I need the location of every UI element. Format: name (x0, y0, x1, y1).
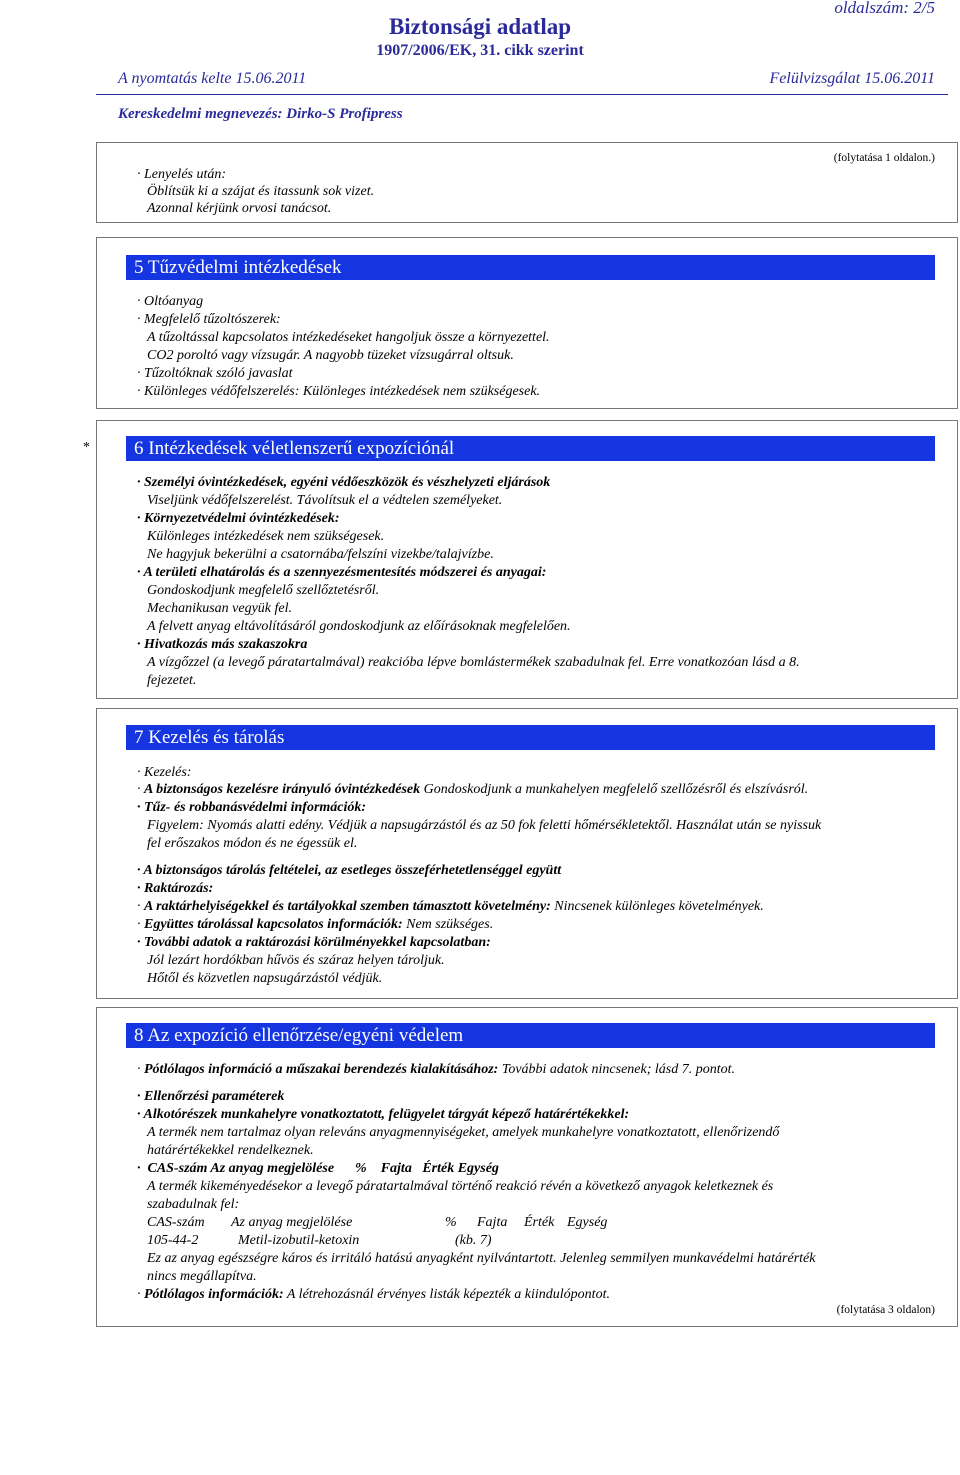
storage-conditions-label: · A biztonságos tárolás feltételei, az esetleges összeférhetetlenséggel együtt (137, 863, 562, 878)
suitable-media-line-2: CO2 poroltó vagy vízsugár. A nagyobb tüzeket vízsugárral oltsuk. (147, 348, 514, 363)
extinguishing-label: · Oltóanyag (137, 294, 204, 309)
firefighter-advice-label: · Tűzoltóknak szóló javaslat (137, 366, 293, 381)
ingestion-line-2: Azonnal kérjünk orvosi tanácsot. (147, 201, 332, 216)
limits-table-header: · CAS-szám Az anyag megjelölése % Fajta Érték Egység (137, 1161, 499, 1176)
section-8-title: 8 Az expozíció ellenőrzése/egyéni védelem (126, 1023, 935, 1048)
reference-line-2: fejezetet. (147, 673, 197, 688)
release-line-2: szabadulnak fel: (147, 1197, 240, 1212)
control-parameters-label: · Ellenőrzési paraméterek (137, 1089, 285, 1104)
reference-label: · Hivatkozás más szakaszokra (137, 637, 308, 652)
section-7-title: 7 Kezelés és tárolás (126, 725, 935, 750)
document-title: Biztonsági adatlap (388, 14, 572, 39)
continued-from-note: (folytatása 1 oldalon.) (833, 152, 935, 164)
print-date: A nyomtatás kelte 15.06.2011 (118, 70, 307, 87)
further-storage-line-1: Jól lezárt hordókban hűvös és száraz helyen tároljuk. (147, 953, 445, 968)
safe-handling: · A biztonságos kezelésre irányuló óvintézkedések Gondoskodjunk a munkahelyen megfelelő szellőzésről és elszívásról. (137, 782, 809, 797)
further-storage-label: · További adatok a raktározási körülményekkel kapcsolatban: (137, 935, 491, 950)
fire-explosion-line-1: Figyelem: Nyomás alatti edény. Védjük a napsugárzástól és az 50 fok feletti hőmérsékletektől. Használat után se nyissuk (147, 818, 822, 833)
limit-values-label: · Alkotórészek munkahelyre vonatkoztatott, felügyelet tárgyát képező határértékekkel: (137, 1107, 630, 1122)
environmental-line-1: Különleges intézkedések nem szükségesek. (147, 529, 385, 544)
table-header-type: Fajta (477, 1215, 508, 1230)
fire-explosion-line-2: fel erőszakos módon és ne égessük el. (147, 836, 358, 851)
release-line-1: A termék kikeményedésekor a levegő páratartalmával történő reakció révén a következő anyagok keletkeznek és (147, 1179, 774, 1194)
note-line-1: Ez az anyag egészségre káros és irritáló hatású anyagként nyilvántartott. Jelenleg semmilyen munkavédelmi határérték (147, 1251, 816, 1266)
storage-label: · Raktározás: (137, 881, 214, 896)
table-header-cas: CAS-szám (147, 1215, 205, 1230)
containment-line-1: Gondoskodjunk megfelelő szellőztetésről. (147, 583, 380, 598)
header-divider (96, 94, 948, 95)
table-cell-substance: Metil-izobutil-ketoxin (238, 1233, 360, 1248)
personal-precautions-value: Viseljünk védőfelszerelést. Távolítsuk el a védtelen személyeket. (147, 493, 503, 508)
review-date: Felülvizsgálat 15.06.2011 (769, 70, 935, 87)
page-number: oldalszám: 2/5 (834, 0, 935, 17)
suitable-media-label: · Megfelelő tűzoltószerek: (137, 312, 281, 327)
ingestion-label: · Lenyelés után: (137, 167, 227, 182)
note-line-2: nincs megállapítva. (147, 1269, 257, 1284)
containment-line-3: A felvett anyag eltávolításáról gondoskodjunk az előírásoknak megfelelően. (147, 619, 571, 634)
environmental-line-2: Ne hagyjuk bekerülni a csatornába/felszíni vizekbe/talajvízbe. (147, 547, 494, 562)
environmental-precautions-label: · Környezetvédelmi óvintézkedések: (137, 511, 340, 526)
reference-line-1: A vízgőzzel (a levegő páratartalmával) reakcióba lépve bomlástermékek szabadulnak fel. Erre vonatkozóan lásd a 8. (147, 655, 800, 670)
storage-requirements: · A raktárhelyiségekkel és tartályokkal szemben támasztott követelmény: Nincsenek különleges követelmények. (137, 899, 764, 914)
table-header-substance: Az anyag megjelölése (231, 1215, 353, 1230)
containment-label: · A területi elhatárolás és a szennyezésmentesítés módszerei és anyagai: (137, 565, 547, 580)
fire-explosion-label: · Tűz- és robbanásvédelmi információk: (137, 800, 367, 815)
table-cell-percent: (kb. 7) (455, 1233, 492, 1248)
additional-info: · Pótlólagos információk: A létrehozásnál érvényes listák képezték a kiindulópontot. (137, 1287, 610, 1302)
personal-precautions-label: · Személyi óvintézkedések, egyéni védőeszközök és vészhelyzeti eljárások (137, 475, 551, 490)
section-6-title: 6 Intézkedések véletlenszerű expozíciónál (126, 436, 935, 461)
joint-storage: · Együttes tárolással kapcsolatos információk: Nem szükséges. (137, 917, 494, 932)
further-storage-line-2: Hőtől és közvetlen napsugárzástól védjük. (147, 971, 383, 986)
suitable-media-line-1: A tűzoltással kapcsolatos intézkedéseket hangoljuk össze a környezettel. (147, 330, 550, 345)
limit-values-line-1: A termék nem tartalmaz olyan releváns anyagmennyiségeket, amelyek munkahelyre vonatkoztatott, ellenőrizendő (147, 1125, 780, 1140)
limit-values-line-2: határértékekkel rendelkeznek. (147, 1143, 314, 1158)
table-header-percent: % (445, 1215, 457, 1230)
document-subtitle: 1907/2006/EK, 31. cikk szerint (376, 42, 584, 59)
table-header-unit: Egység (567, 1215, 608, 1230)
protective-equipment: · Különleges védőfelszerelés: Különleges intézkedések nem szükségesek. (137, 384, 541, 399)
section-5-title: 5 Tűzvédelmi intézkedések (126, 255, 935, 280)
ingestion-line-1: Öblítsük ki a szájat és itassunk sok vizet. (147, 184, 375, 199)
table-header-value: Érték (524, 1215, 555, 1230)
containment-line-2: Mechanikusan vegyük fel. (147, 601, 292, 616)
continued-to-note: (folytatása 3 oldalon) (836, 1304, 935, 1316)
trade-name: Kereskedelmi megnevezés: Dirko-S Profipress (118, 106, 403, 122)
additional-technical-info: · Pótlólagos információ a műszakai berendezés kialakításához: További adatok nincsenek; lásd 7. pontot. (137, 1062, 735, 1077)
table-cell-cas: 105-44-2 (147, 1233, 199, 1248)
revision-marker: * (83, 440, 90, 455)
handling-label: · Kezelés: (137, 765, 192, 780)
